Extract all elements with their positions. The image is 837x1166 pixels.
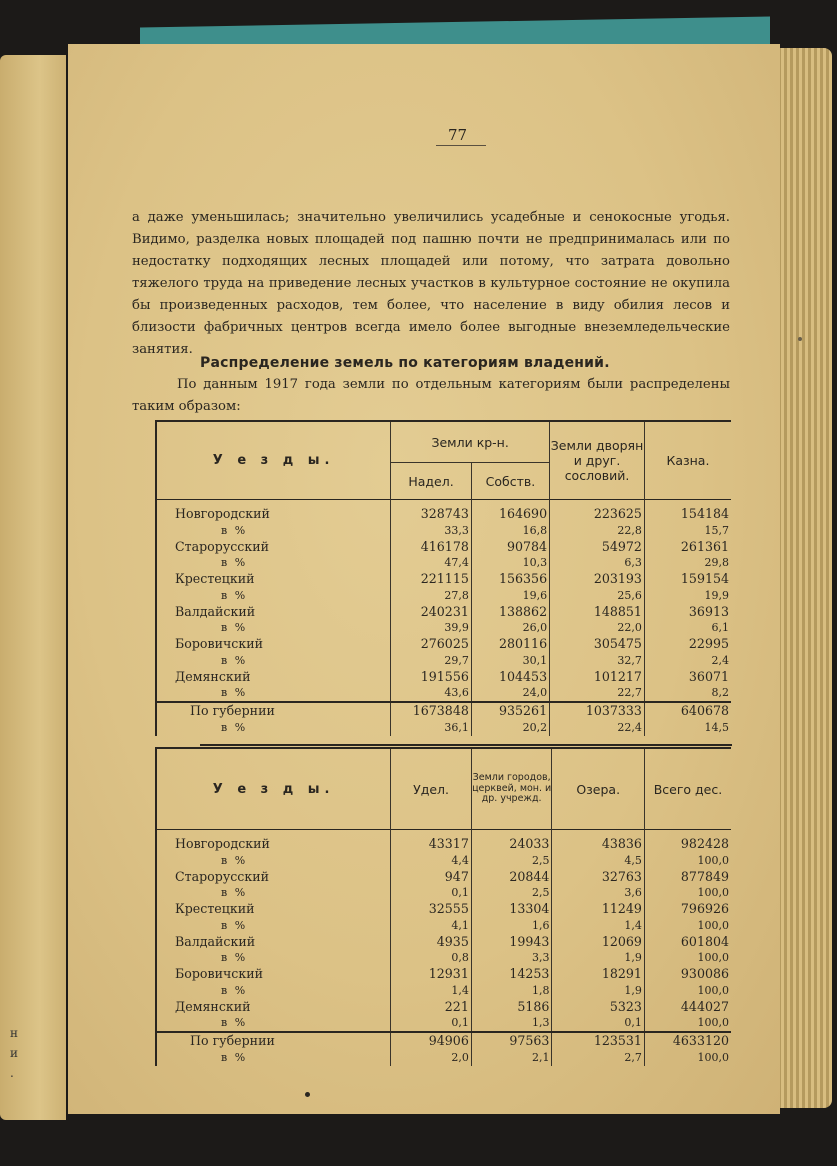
percent-cell: 15,7 — [644, 523, 731, 539]
percent-cell: 20,2 — [471, 720, 549, 736]
percent-cell: 6,3 — [550, 555, 645, 571]
percent-label: в % — [156, 853, 391, 869]
percent-cell: 0,1 — [391, 1015, 472, 1032]
percent-label: в % — [156, 720, 391, 736]
district-name: Валдайский — [156, 934, 391, 951]
value-cell: 280116 — [471, 636, 549, 653]
value-cell: 982428 — [644, 830, 731, 853]
value-cell: 97563 — [471, 1032, 552, 1050]
district-row — [156, 869, 731, 886]
value-cell: 20844 — [471, 869, 552, 886]
value-cell: 601804 — [644, 934, 731, 951]
district-row — [156, 901, 731, 918]
percent-cell: 43,6 — [391, 685, 472, 702]
percent-row — [156, 853, 731, 869]
percent-cell: 100,0 — [644, 1015, 731, 1032]
value-cell: 104453 — [471, 669, 549, 686]
value-cell: 13304 — [471, 901, 552, 918]
value-cell: 930086 — [644, 966, 731, 983]
value-cell: 5323 — [552, 999, 644, 1016]
district-row — [156, 636, 731, 653]
district-name: По губернии — [156, 1032, 391, 1050]
percent-cell: 100,0 — [644, 885, 731, 901]
value-cell: 261361 — [644, 539, 731, 556]
table-separator-rule — [200, 744, 732, 746]
district-name: Старорусский — [156, 539, 391, 556]
percent-cell: 1,6 — [471, 918, 552, 934]
value-cell: 947 — [391, 869, 472, 886]
value-cell: 32555 — [391, 901, 472, 918]
value-cell: 159154 — [644, 571, 731, 588]
value-cell: 22995 — [644, 636, 731, 653]
section-heading: Распределение земель по категориям владений. — [200, 355, 610, 371]
value-cell: 101217 — [550, 669, 645, 686]
percent-label: в % — [156, 885, 391, 901]
percent-cell: 100,0 — [644, 853, 731, 869]
value-cell: 305475 — [550, 636, 645, 653]
value-cell: 191556 — [391, 669, 472, 686]
district-row — [156, 934, 731, 951]
percent-cell: 32,7 — [550, 653, 645, 669]
percent-label: в % — [156, 588, 391, 604]
percent-cell: 100,0 — [644, 1050, 731, 1066]
percent-cell: 3,3 — [471, 950, 552, 966]
percent-label: в % — [156, 918, 391, 934]
percent-cell: 1,3 — [471, 1015, 552, 1032]
value-cell: 36913 — [644, 604, 731, 621]
left-page-edge — [0, 55, 66, 1120]
percent-label: в % — [156, 950, 391, 966]
nobility-lands-header: Земли дворян и друг. сословий. — [550, 421, 645, 500]
value-cell: 221115 — [391, 571, 472, 588]
district-name: Демянский — [156, 999, 391, 1016]
percent-cell: 2,4 — [644, 653, 731, 669]
percent-cell: 1,4 — [391, 983, 472, 999]
value-cell: 221 — [391, 999, 472, 1016]
value-cell: 12069 — [552, 934, 644, 951]
percent-cell: 39,9 — [391, 620, 472, 636]
percent-cell: 6,1 — [644, 620, 731, 636]
percent-label: в % — [156, 685, 391, 702]
district-row — [156, 604, 731, 621]
appanage-header: Удел. — [391, 748, 472, 830]
percent-cell: 14,5 — [644, 720, 731, 736]
value-cell: 54972 — [550, 539, 645, 556]
province-total-row — [156, 702, 731, 720]
value-cell: 640678 — [644, 702, 731, 720]
percent-cell: 19,6 — [471, 588, 549, 604]
value-cell: 43836 — [552, 830, 644, 853]
value-cell: 154184 — [644, 500, 731, 523]
value-cell: 32763 — [552, 869, 644, 886]
owned-header: Собств. — [471, 463, 549, 500]
percent-row — [156, 523, 731, 539]
district-name: По губернии — [156, 702, 391, 720]
percent-row — [156, 885, 731, 901]
percent-cell: 27,8 — [391, 588, 472, 604]
value-cell: 24033 — [471, 830, 552, 853]
percent-cell: 3,6 — [552, 885, 644, 901]
value-cell: 877849 — [644, 869, 731, 886]
percent-row — [156, 918, 731, 934]
district-row — [156, 966, 731, 983]
value-cell: 19943 — [471, 934, 552, 951]
value-cell: 43317 — [391, 830, 472, 853]
percent-cell: 0,1 — [391, 885, 472, 901]
percent-cell: 29,8 — [644, 555, 731, 571]
value-cell: 156356 — [471, 571, 549, 588]
district-name: Крестецкий — [156, 901, 391, 918]
ink-dot — [305, 1092, 310, 1097]
percent-cell: 0,1 — [552, 1015, 644, 1032]
table-1-body — [156, 500, 731, 736]
percent-cell: 33,3 — [391, 523, 472, 539]
value-cell: 11249 — [552, 901, 644, 918]
value-cell: 276025 — [391, 636, 472, 653]
percent-label: в % — [156, 1015, 391, 1032]
percent-cell: 47,4 — [391, 555, 472, 571]
percent-cell: 22,0 — [550, 620, 645, 636]
percent-row — [156, 555, 731, 571]
percent-cell: 30,1 — [471, 653, 549, 669]
district-name: Боровичский — [156, 966, 391, 983]
district-name: Старорусский — [156, 869, 391, 886]
city-church-lands-header: Земли городов, церквей, мон. и др. учрежд. — [471, 748, 552, 830]
value-cell: 203193 — [550, 571, 645, 588]
value-cell: 935261 — [471, 702, 549, 720]
percent-label: в % — [156, 620, 391, 636]
percent-cell: 2,5 — [471, 853, 552, 869]
percent-cell: 16,8 — [471, 523, 549, 539]
value-cell: 14253 — [471, 966, 552, 983]
page-number-rule — [436, 145, 486, 146]
value-cell: 138862 — [471, 604, 549, 621]
district-name: Боровичский — [156, 636, 391, 653]
percent-label: в % — [156, 555, 391, 571]
percent-cell: 1,8 — [471, 983, 552, 999]
percent-cell: 2,7 — [552, 1050, 644, 1066]
percent-cell: 22,4 — [550, 720, 645, 736]
province-total-row — [156, 1032, 731, 1050]
district-row — [156, 999, 731, 1016]
value-cell: 123531 — [552, 1032, 644, 1050]
percent-cell: 100,0 — [644, 950, 731, 966]
value-cell: 328743 — [391, 500, 472, 523]
districts-header: У е з д ы. — [156, 748, 391, 830]
body-paragraph: а даже уменьшилась; значительно увеличились усадебные и сенокосные угодья. Видимо, разделка новых площадей под пашню почти не предпринималась или по недостатку подходящих лесных площадей или потому, что затрата довольно тяжелого труда на приведение лесных участков в культурное состояние не окупила бы произведенных расходов, тем более, что население в виду обилия лесов и близости фабричных центров всегда имело более выгодные внеземледельческие занятия. — [132, 210, 730, 357]
value-cell: 240231 — [391, 604, 472, 621]
percent-cell: 0,8 — [391, 950, 472, 966]
percent-cell: 1,9 — [552, 950, 644, 966]
percent-row — [156, 1015, 731, 1032]
percent-row — [156, 620, 731, 636]
lakes-header: Озера. — [552, 748, 644, 830]
district-row — [156, 571, 731, 588]
left-page-text-fragments: н и . — [10, 1026, 18, 1080]
percent-cell: 29,7 — [391, 653, 472, 669]
value-cell: 12931 — [391, 966, 472, 983]
percent-cell: 1,9 — [552, 983, 644, 999]
value-cell: 416178 — [391, 539, 472, 556]
percent-cell: 24,0 — [471, 685, 549, 702]
page-number: 77 — [448, 126, 468, 144]
district-row — [156, 500, 731, 523]
value-cell: 1673848 — [391, 702, 472, 720]
percent-cell: 4,5 — [552, 853, 644, 869]
district-row — [156, 669, 731, 686]
land-distribution-table-2 — [155, 747, 731, 1066]
district-row — [156, 830, 731, 853]
table-2-body — [156, 830, 731, 1066]
value-cell: 18291 — [552, 966, 644, 983]
percent-cell: 19,9 — [644, 588, 731, 604]
peasant-lands-header: Земли кр-н. — [391, 421, 550, 463]
districts-header: У е з д ы. — [156, 421, 391, 500]
value-cell: 444027 — [644, 999, 731, 1016]
percent-cell: 2,0 — [391, 1050, 472, 1066]
percent-cell: 4,1 — [391, 918, 472, 934]
percent-cell: 10,3 — [471, 555, 549, 571]
percent-cell: 4,4 — [391, 853, 472, 869]
value-cell: 148851 — [550, 604, 645, 621]
value-cell: 223625 — [550, 500, 645, 523]
value-cell: 5186 — [471, 999, 552, 1016]
percent-row — [156, 685, 731, 702]
land-distribution-table-1 — [155, 420, 731, 736]
allotment-header: Надел. — [391, 463, 472, 500]
percent-label: в % — [156, 523, 391, 539]
percent-row — [156, 1050, 731, 1066]
district-name: Демянский — [156, 669, 391, 686]
percent-cell: 25,6 — [550, 588, 645, 604]
value-cell: 164690 — [471, 500, 549, 523]
percent-cell: 100,0 — [644, 983, 731, 999]
district-name: Новгородский — [156, 830, 391, 853]
percent-row — [156, 653, 731, 669]
percent-cell: 22,7 — [550, 685, 645, 702]
percent-cell: 8,2 — [644, 685, 731, 702]
district-name: Крестецкий — [156, 571, 391, 588]
district-name: Новгородский — [156, 500, 391, 523]
page-speck — [798, 337, 802, 341]
percent-cell: 36,1 — [391, 720, 472, 736]
book-page — [68, 44, 780, 1114]
district-name: Валдайский — [156, 604, 391, 621]
total-area-header: Всего дес. — [644, 748, 731, 830]
value-cell: 4935 — [391, 934, 472, 951]
percent-cell: 26,0 — [471, 620, 549, 636]
percent-row — [156, 720, 731, 736]
percent-cell: 2,1 — [471, 1050, 552, 1066]
value-cell: 4633120 — [644, 1032, 731, 1050]
percent-row — [156, 588, 731, 604]
percent-label: в % — [156, 653, 391, 669]
percent-cell: 2,5 — [471, 885, 552, 901]
percent-cell: 100,0 — [644, 918, 731, 934]
percent-row — [156, 983, 731, 999]
percent-row — [156, 950, 731, 966]
treasury-header: Казна. — [644, 421, 731, 500]
value-cell: 90784 — [471, 539, 549, 556]
district-row — [156, 539, 731, 556]
intro-paragraph: По данным 1917 года земли по отдельным категориям были распределены таким образом: — [132, 377, 730, 414]
percent-label: в % — [156, 1050, 391, 1066]
value-cell: 1037333 — [550, 702, 645, 720]
value-cell: 796926 — [644, 901, 731, 918]
percent-label: в % — [156, 983, 391, 999]
percent-cell: 22,8 — [550, 523, 645, 539]
value-cell: 94906 — [391, 1032, 472, 1050]
value-cell: 36071 — [644, 669, 731, 686]
percent-cell: 1,4 — [552, 918, 644, 934]
